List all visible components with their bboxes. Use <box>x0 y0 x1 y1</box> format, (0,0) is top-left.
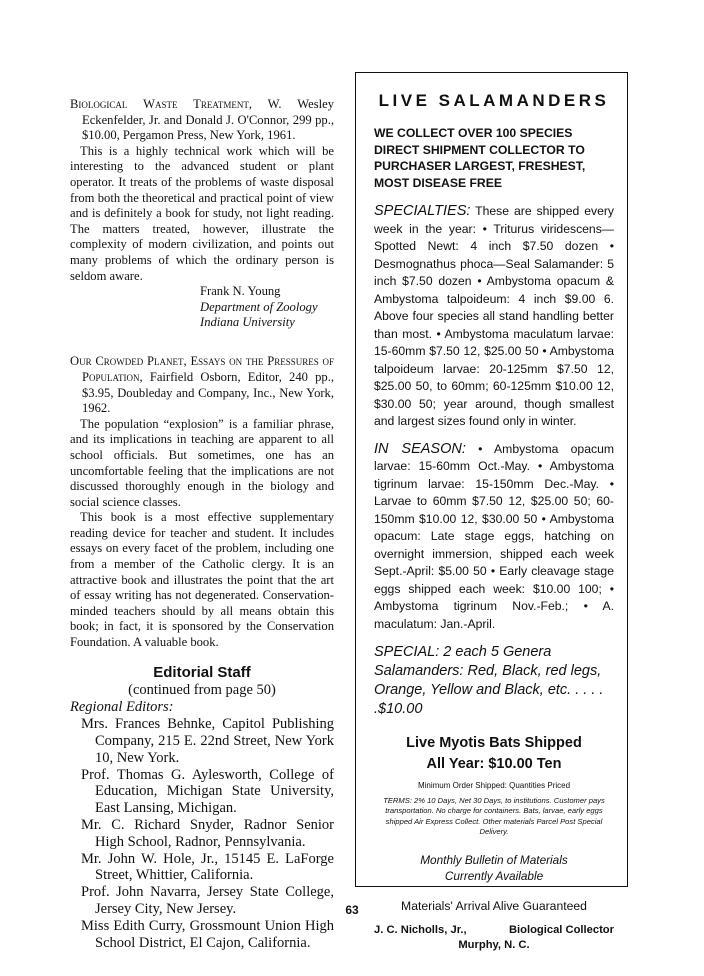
editorial-heading: Editorial Staff <box>153 663 251 681</box>
reviewer-department: Department of Zoology <box>200 299 318 314</box>
review-citation <box>70 354 334 416</box>
review-body: This book is a most effective supplementary reading device for teacher and student. It includes essays on every facet of the problem, including one from a member of the Catholic clergy. It is an attractive book and illustrates the point that the art of essay writing has not degenerated. Conservation-minded teachers should by all means obtain this book; in fact, it is sponsored by the Conservation Foundation. A valuable book. <box>70 510 334 650</box>
review-signature <box>70 284 334 330</box>
editor-entry: Mrs. Frances Behnke, Capitol Publishing Company, 215 E. 22nd Street, New York 10, New York. <box>81 716 334 766</box>
season-paragraph <box>374 441 614 634</box>
reviewer-university: Indiana University <box>200 314 295 329</box>
review-citation <box>70 97 334 144</box>
contact-block <box>374 923 614 953</box>
terms-text: TERMS: 2% 10 Days, Net 30 Days, to institutions. Customer pays transportation. No charge for containers. Bats, larvae, early eggs shipped Air Express Collect. Other materials Parcel Post Special Delivery. <box>383 796 605 837</box>
review-title: Our Crowded Planet, Essays on the Pressures of Population, <box>70 354 334 384</box>
salamander-advertisement <box>355 72 628 951</box>
bulletin-line: Currently Available <box>444 869 544 884</box>
review-title: Biological Waste Treatment, <box>70 97 252 111</box>
specialties-text: These are shipped every week in the year: • Triturus viridescens—Spotted Newt: 4 inch $7.50 dozen • Desmognathus phoca—Seal Salamander: 5 inch $7.50 dozen • Ambystoma opacum & Ambystoma talpoideum: 4 inch $9.00 6. Above four species all stand handling better than most. • Ambystoma maculatum larvae: 15-60mm $7.50 12, $25.00 50 • Ambystoma talpoideum larvae: 20-125mm $7.50 12, $25.00 50, to 60mm; 60-125mm $10.00 12, $30.00 50; year around, though smallest and largest sizes found only in winter. <box>374 204 614 428</box>
bats-price: All Year: $10.00 Ten <box>426 756 562 772</box>
reviewer-name: Frank N. Young <box>200 284 281 299</box>
left-column <box>70 97 334 951</box>
contact-place: Murphy, N. C. <box>458 938 530 951</box>
contact-role: Biological Collector <box>508 923 614 936</box>
editor-entry: Mr. John W. Hole, Jr., 15145 E. LaForge Street, Whittier, California. <box>81 850 334 884</box>
spacer <box>70 330 334 354</box>
review-citation-text: W. Wesley Eckenfelder, Jr. and Donald J. O'Connor, 299 pp., $10.00, Pergamon Press, New York, 1961. <box>82 97 334 143</box>
special-offer: SPECIAL: 2 each 5 Genera Salamanders: Red, Black, red legs, Orange, Yellow and Black, etc. . . . . .$10.00 <box>374 644 604 717</box>
editor-entry: Prof. John Navarra, Jersey State College, Jersey City, New Jersey. <box>81 884 334 917</box>
specialties-paragraph <box>374 203 614 431</box>
review-citation-text: Fairfield Osborn, Editor, 240 pp., $3.95, Doubleday and Company, Inc., New York, 1962. <box>82 369 334 416</box>
regional-editors-label: Regional Editors: <box>70 699 174 716</box>
advertisement-title: LIVE SALAMANDERS <box>378 91 610 110</box>
editor-entry: Prof. Thomas G. Aylesworth, College of Education, Michigan State University, East Lansing, Michigan. <box>81 766 334 817</box>
page-number: 63 <box>345 903 359 917</box>
arrival-guarantee: Materials' Arrival Alive Guaranteed <box>401 898 587 913</box>
editor-entry: Miss Edith Curry, Grossmount Union High School District, El Cajon, California. <box>81 917 334 951</box>
bats-line: Live Myotis Bats Shipped <box>406 735 582 751</box>
bats-headline <box>374 733 614 775</box>
season-text: • Ambystoma opacum larvae: 15-60mm Oct.-May. • Ambystoma tigrinum larvae: 15-150mm Dec.-May. • Larvae to 60mm $7.50 12, $25.00 50; 60-150mm $10.00 12, $30.00 50 • Ambystoma opacum: Late stage eggs, hatching on overnight immersion, shipped each week Sept.-April: $5.00 50 • Early cleavage stage eggs shipped each week: $10.00 100; • Ambystoma tigrinum Nov.-Feb.; • A. maculatum: Jan.-April. <box>374 441 615 631</box>
editorial-continued: (continued from page 50) <box>128 682 276 699</box>
advertisement-content <box>374 91 614 953</box>
contact-row <box>374 923 614 938</box>
bulletin-line: Monthly Bulletin of Materials <box>420 852 568 867</box>
monthly-bulletin <box>374 852 614 885</box>
specialties-label: SPECIALTIES: <box>374 203 471 219</box>
contact-name: J. C. Nicholls, Jr., <box>374 923 467 936</box>
review-body: The population “explosion” is a familiar phrase, and its implications in teaching are apparent to all school officials. But sometimes, one has an uncomfortable feeling that the implications are not discussed thoroughly enough in the biology and social science classes. <box>70 416 334 509</box>
editor-entry: Mr. C. Richard Snyder, Radnor Senior High School, Radnor, Pennsylvania. <box>81 817 334 850</box>
advertisement-lead: WE COLLECT OVER 100 SPECIES DIRECT SHIPMENT COLLECTOR TO PURCHASER LARGEST, FRESHEST, MOST DISEASE FREE <box>374 126 586 190</box>
minimum-order: Minimum Order Shipped: Quantities Priced <box>417 781 571 790</box>
season-label: IN SEASON: <box>374 440 466 457</box>
review-body: This is a highly technical work which will be interesting to the advanced student or plant operator. It treats of the problems of waste disposal from both the theoretical and practical point of view and is definitely a book for study, not light reading. The matters treated, however, illustrate the complexity of modern civilization, and points out many problems of which the ordinary person is seldom aware. <box>70 143 334 283</box>
